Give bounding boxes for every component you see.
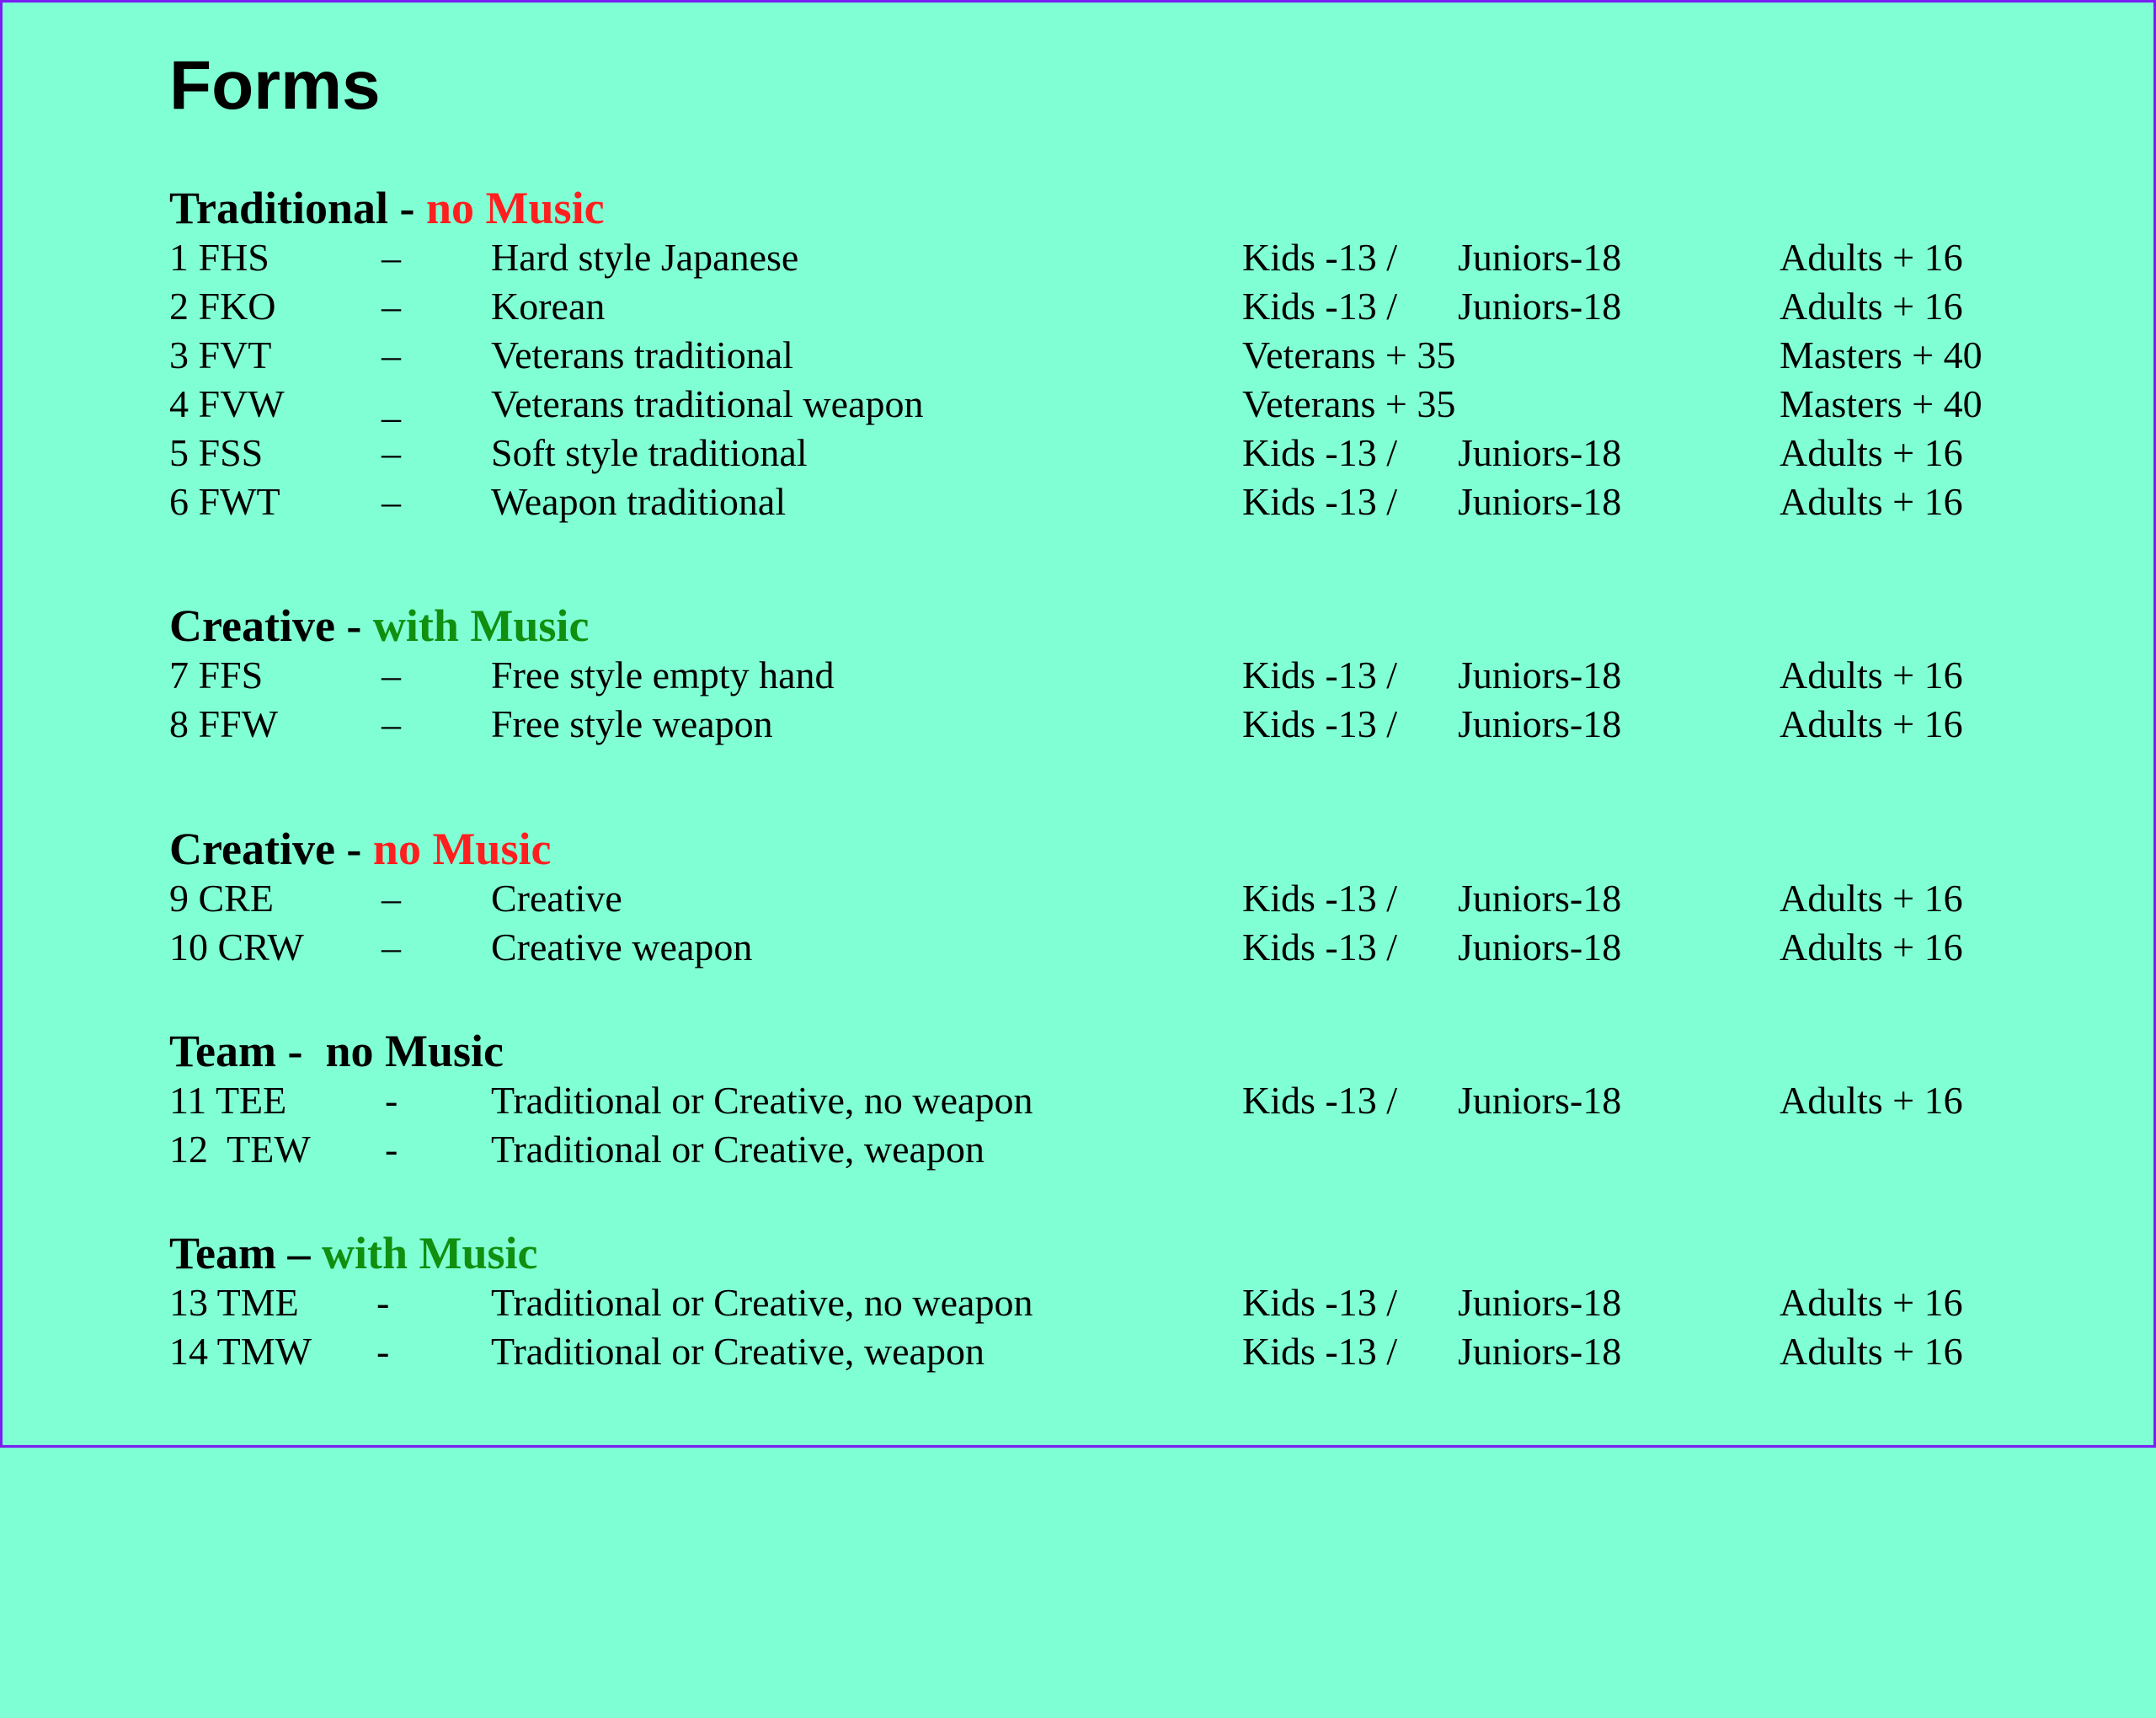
form-code: 4 FVW xyxy=(169,382,285,425)
form-code: 7 FFS xyxy=(169,654,264,696)
form-description: Korean xyxy=(491,285,606,328)
form-code: 12 TEW xyxy=(169,1128,311,1171)
separator: – xyxy=(382,431,401,474)
form-description: Traditional or Creative, no weapon xyxy=(491,1079,1033,1122)
section-heading xyxy=(169,1228,2056,1278)
list-item xyxy=(169,700,2056,749)
form-description: Free style empty hand xyxy=(491,654,835,696)
list-item xyxy=(169,874,2056,923)
separator: – xyxy=(382,926,401,968)
age-group-a: Kids -13 / xyxy=(1242,285,1397,328)
list-item xyxy=(169,651,2056,700)
music-label: no Music xyxy=(426,183,605,233)
form-description: Traditional or Creative, weapon xyxy=(491,1128,985,1171)
section-heading xyxy=(169,1026,2056,1076)
form-code: 13 TME xyxy=(169,1281,299,1324)
separator: - xyxy=(376,1330,390,1373)
age-group-a: Kids -13 / xyxy=(1242,480,1397,523)
list-item xyxy=(169,331,2056,380)
section-title: Creative - xyxy=(169,600,373,651)
section-creative-with-music xyxy=(169,600,2056,749)
form-description: Weapon traditional xyxy=(491,480,787,523)
list-item xyxy=(169,1278,2056,1327)
age-group-c: Adults + 16 xyxy=(1780,702,1963,745)
list-item xyxy=(169,1076,2056,1125)
form-code: 11 TEE xyxy=(169,1079,287,1122)
age-group-c: Adults + 16 xyxy=(1780,236,1963,279)
age-group-c: Masters + 40 xyxy=(1780,333,1983,376)
separator: - xyxy=(385,1079,398,1122)
age-group-b: Juniors-18 xyxy=(1458,1281,1622,1324)
age-group-b: Juniors-18 xyxy=(1458,1079,1622,1122)
age-group-b: Juniors-18 xyxy=(1458,236,1622,279)
form-description: Traditional or Creative, no weapon xyxy=(491,1281,1033,1324)
age-group-c: Adults + 16 xyxy=(1780,877,1963,920)
separator: – xyxy=(382,333,401,376)
age-group-c: Adults + 16 xyxy=(1780,480,1963,523)
separator: - xyxy=(376,1281,390,1324)
section-heading xyxy=(169,183,2056,233)
section-title: Traditional - xyxy=(169,183,427,233)
page-title: Forms xyxy=(169,47,381,124)
age-group-c: Adults + 16 xyxy=(1780,1281,1963,1324)
age-group-b: Juniors-18 xyxy=(1458,654,1622,696)
age-group-a: Kids -13 / xyxy=(1242,654,1397,696)
age-group-c: Masters + 40 xyxy=(1780,382,1983,425)
separator: – xyxy=(382,654,401,696)
separator: – xyxy=(382,877,401,920)
separator: – xyxy=(382,236,401,279)
age-group-c: Adults + 16 xyxy=(1780,285,1963,328)
section-title: Team – xyxy=(169,1228,323,1278)
age-group-c: Adults + 16 xyxy=(1780,926,1963,968)
age-group-a: Veterans + 35 xyxy=(1242,382,1456,425)
section-creative-no-music xyxy=(169,824,2056,972)
age-group-b: Juniors-18 xyxy=(1458,285,1622,328)
age-group-b: Juniors-18 xyxy=(1458,702,1622,745)
form-code: 9 CRE xyxy=(169,877,274,920)
age-group-a: Kids -13 / xyxy=(1242,431,1397,474)
section-title: Team - xyxy=(169,1026,326,1076)
form-description: Creative xyxy=(491,877,622,920)
form-description: Free style weapon xyxy=(491,702,773,745)
music-label: no Music xyxy=(325,1026,504,1076)
form-description: Soft style traditional xyxy=(491,431,808,474)
form-code: 1 FHS xyxy=(169,236,270,279)
music-label: no Music xyxy=(372,824,552,874)
age-group-a: Kids -13 / xyxy=(1242,1330,1397,1373)
form-code: 10 CRW xyxy=(169,926,304,968)
form-code: 2 FKO xyxy=(169,285,276,328)
list-item xyxy=(169,923,2056,972)
list-item xyxy=(169,1125,2056,1174)
age-group-b: Juniors-18 xyxy=(1458,877,1622,920)
form-code: 14 TMW xyxy=(169,1330,312,1373)
age-group-b: Juniors-18 xyxy=(1458,480,1622,523)
list-item xyxy=(169,282,2056,331)
separator: _ xyxy=(382,382,401,425)
list-item xyxy=(169,380,2056,429)
form-description: Veterans traditional xyxy=(491,333,793,376)
age-group-a: Kids -13 / xyxy=(1242,702,1397,745)
list-item xyxy=(169,429,2056,478)
section-heading xyxy=(169,824,2056,874)
age-group-a: Kids -13 / xyxy=(1242,926,1397,968)
section-title: Creative - xyxy=(169,824,373,874)
form-code: 5 FSS xyxy=(169,431,264,474)
age-group-c: Adults + 16 xyxy=(1780,1330,1963,1373)
age-group-a: Kids -13 / xyxy=(1242,1281,1397,1324)
age-group-c: Adults + 16 xyxy=(1780,431,1963,474)
section-team-with-music xyxy=(169,1228,2056,1376)
separator: - xyxy=(385,1128,398,1171)
section-traditional xyxy=(169,183,2056,526)
age-group-a: Kids -13 / xyxy=(1242,877,1397,920)
age-group-a: Kids -13 / xyxy=(1242,236,1397,279)
separator: – xyxy=(382,480,401,523)
music-label: with Music xyxy=(322,1228,538,1278)
separator: – xyxy=(382,702,401,745)
list-item xyxy=(169,478,2056,526)
separator: – xyxy=(382,285,401,328)
list-item xyxy=(169,1327,2056,1376)
age-group-c: Adults + 16 xyxy=(1780,654,1963,696)
section-heading xyxy=(169,600,2056,651)
age-group-b: Juniors-18 xyxy=(1458,1330,1622,1373)
form-description: Traditional or Creative, weapon xyxy=(491,1330,985,1373)
form-description: Creative weapon xyxy=(491,926,753,968)
age-group-a: Veterans + 35 xyxy=(1242,333,1456,376)
age-group-a: Kids -13 / xyxy=(1242,1079,1397,1122)
age-group-b: Juniors-18 xyxy=(1458,431,1622,474)
form-code: 3 FVT xyxy=(169,333,272,376)
form-code: 8 FFW xyxy=(169,702,279,745)
form-description: Hard style Japanese xyxy=(491,236,799,279)
form-code: 6 FWT xyxy=(169,480,280,523)
form-description: Veterans traditional weapon xyxy=(491,382,924,425)
list-item xyxy=(169,233,2056,282)
section-team-no-music xyxy=(169,1026,2056,1174)
age-group-b: Juniors-18 xyxy=(1458,926,1622,968)
age-group-c: Adults + 16 xyxy=(1780,1079,1963,1122)
music-label: with Music xyxy=(372,600,590,651)
